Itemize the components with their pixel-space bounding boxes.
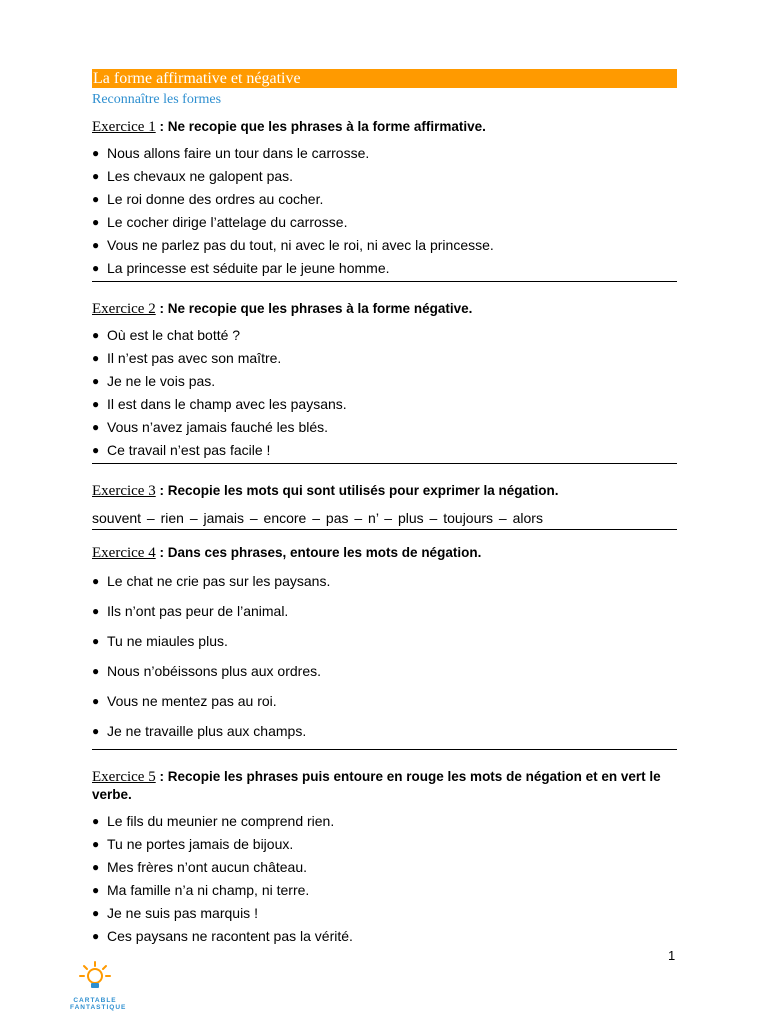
list-item: ● Vous n’avez jamais fauché les blés. (92, 416, 677, 439)
list-item: ● Le cocher dirige l’attelage du carrosse. (92, 211, 677, 234)
lightbulb-icon (75, 960, 115, 992)
exercise-1 (92, 118, 677, 282)
list-item: ● Je ne suis pas marquis ! (92, 902, 677, 925)
exercise-heading (92, 118, 677, 136)
exercise-5 (92, 768, 677, 949)
exercise-heading (92, 768, 677, 804)
document-page (92, 69, 677, 967)
bullet-icon: ● (92, 328, 100, 342)
exercise-3 (92, 482, 677, 530)
document-title: La forme affirmative et négative (92, 69, 677, 88)
bullet-icon: ● (92, 215, 100, 229)
list-item: ● Ces paysans ne racontent pas la vérité. (92, 925, 677, 948)
list-item: ● Je ne le vois pas. (92, 370, 677, 393)
list-item: ● Le chat ne crie pas sur les paysans. (92, 568, 677, 598)
exercise-heading (92, 482, 677, 500)
exercise-number: Exercice 3 (92, 483, 156, 499)
bullet-icon: ● (92, 883, 100, 897)
bullet-icon: ● (92, 192, 100, 206)
bullet-icon: ● (92, 837, 100, 851)
exercise-number: Exercice 4 (92, 545, 156, 561)
bullet-icon: ● (92, 814, 100, 828)
list-item: ● Il n’est pas avec son maître. (92, 347, 677, 370)
bullet-icon: ● (92, 604, 100, 618)
bullet-icon: ● (92, 238, 100, 252)
exercise-instruction: : Dans ces phrases, entoure les mots de négation. (155, 545, 482, 560)
list-item: ● Le roi donne des ordres au cocher. (92, 188, 677, 211)
exercise-heading (92, 300, 677, 318)
sentence-list (92, 568, 677, 748)
document-subtitle: Reconnaître les formes (92, 92, 222, 107)
word-list: souvent – rien – jamais – encore – pas – n’ – plus – toujours – alors (92, 510, 543, 526)
sentence-list (92, 810, 677, 948)
exercise-instruction: : Recopie les mots qui sont utilisés pour exprimer la négation. (155, 483, 559, 498)
bullet-icon: ● (92, 397, 100, 411)
logo-text-1: CARTABLE (73, 997, 117, 1004)
list-item: ● Ce travail n’est pas facile ! (92, 439, 677, 462)
list-item: ● Nous allons faire un tour dans le carrosse. (92, 142, 677, 165)
bullet-icon: ● (92, 169, 100, 183)
exercise-heading (92, 544, 677, 562)
bullet-icon: ● (92, 420, 100, 434)
list-item: ● Mes frères n’ont aucun château. (92, 856, 677, 879)
list-item: ● Tu ne portes jamais de bijoux. (92, 833, 677, 856)
list-item: ● Ils n’ont pas peur de l’animal. (92, 598, 677, 628)
bullet-icon: ● (92, 261, 100, 275)
bullet-icon: ● (92, 860, 100, 874)
sentence-list (92, 142, 677, 280)
bullet-icon: ● (92, 906, 100, 920)
exercise-number: Exercice 5 (92, 769, 156, 785)
exercise-instruction: : Ne recopie que les phrases à la forme affirmative. (155, 119, 486, 134)
bullet-icon: ● (92, 724, 100, 738)
bullet-icon: ● (92, 664, 100, 678)
bullet-icon: ● (92, 351, 100, 365)
exercise-4 (92, 544, 677, 750)
list-item: ● Vous ne mentez pas au roi. (92, 688, 677, 718)
list-item: ● La princesse est séduite par le jeune homme. (92, 257, 677, 280)
bullet-icon: ● (92, 443, 100, 457)
exercise-instruction: : Recopie les phrases puis entoure en rouge les mots de négation et en vert le verbe. (92, 769, 661, 802)
exercise-number: Exercice 1 (92, 119, 156, 135)
list-item: ● Tu ne miaules plus. (92, 628, 677, 658)
list-item: ● Je ne travaille plus aux champs. (92, 718, 677, 748)
list-item: ● Les chevaux ne galopent pas. (92, 165, 677, 188)
bullet-icon: ● (92, 929, 100, 943)
list-item: ● Le fils du meunier ne comprend rien. (92, 810, 677, 833)
list-item: ● Il est dans le champ avec les paysans. (92, 393, 677, 416)
list-item: ● Ma famille n’a ni champ, ni terre. (92, 879, 677, 902)
bullet-icon: ● (92, 146, 100, 160)
logo (70, 960, 127, 1011)
bullet-icon: ● (92, 574, 100, 588)
bullet-icon: ● (92, 374, 100, 388)
logo-text-2: FANTASTIQUE (70, 1004, 127, 1011)
list-item: ● Où est le chat botté ? (92, 324, 677, 347)
exercise-instruction: : Ne recopie que les phrases à la forme négative. (155, 301, 473, 316)
list-item: ● Vous ne parlez pas du tout, ni avec le roi, ni avec la princesse. (92, 234, 677, 257)
exercise-number: Exercice 2 (92, 301, 156, 317)
page-number: 1 (668, 948, 676, 963)
sentence-list (92, 324, 677, 462)
exercise-2 (92, 300, 677, 464)
bullet-icon: ● (92, 634, 100, 648)
bullet-icon: ● (92, 694, 100, 708)
list-item: ● Nous n’obéissons plus aux ordres. (92, 658, 677, 688)
